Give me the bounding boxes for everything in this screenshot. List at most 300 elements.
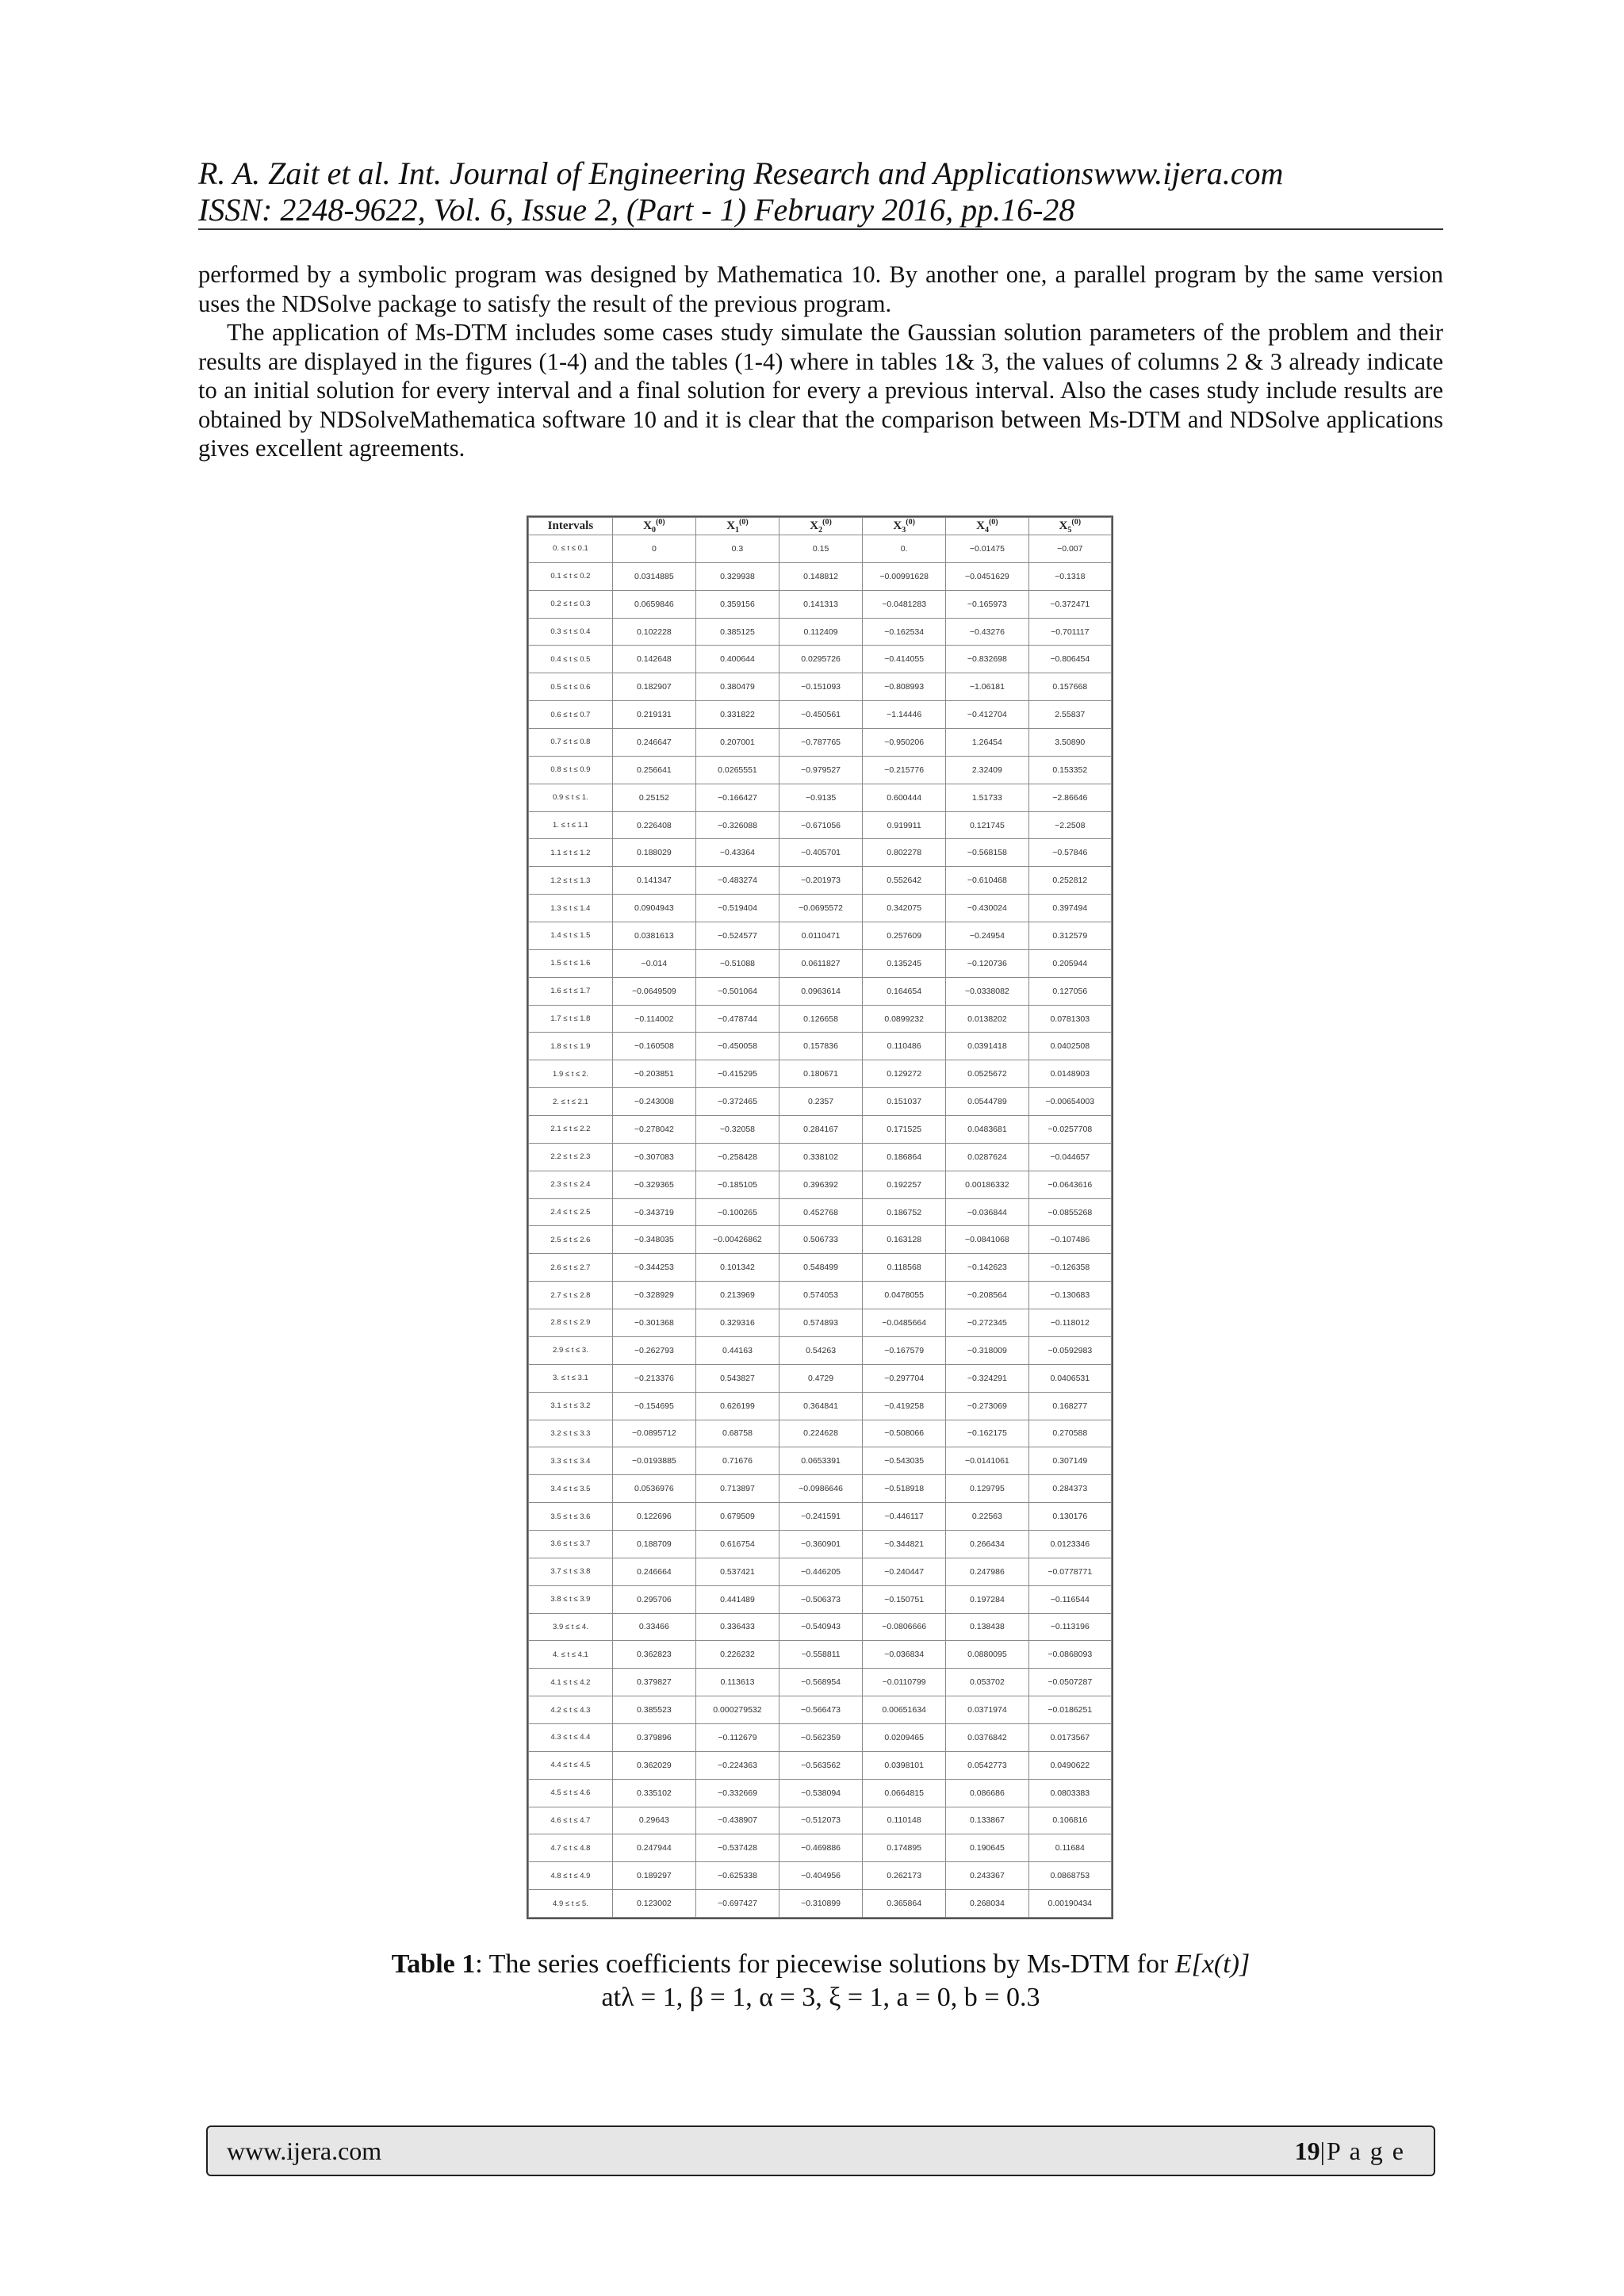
- coefficient-cell: 0.713897: [695, 1475, 779, 1503]
- coefficient-cell: 0.129795: [946, 1475, 1028, 1503]
- coefficient-cell: −0.151093: [779, 673, 863, 701]
- coefficient-cell: 0.219131: [612, 701, 695, 729]
- coefficient-cell: 0.0899232: [863, 1005, 946, 1033]
- coefficient-cell: 0.243367: [946, 1862, 1028, 1890]
- coefficient-cell: 0.213969: [695, 1282, 779, 1309]
- coefficient-cell: 0: [612, 535, 695, 563]
- coefficient-cell: −0.558811: [779, 1641, 863, 1669]
- interval-cell: 4.5 ≤ t ≤ 4.6: [529, 1779, 613, 1807]
- coefficient-cell: 0.4729: [779, 1364, 863, 1392]
- table-row: [529, 1669, 1112, 1696]
- coefficient-cell: −0.0986646: [779, 1475, 863, 1503]
- table-row: [529, 1751, 1112, 1779]
- interval-cell: 0.7 ≤ t ≤ 0.8: [529, 729, 613, 757]
- table-row: [529, 811, 1112, 839]
- table-row: [529, 1779, 1112, 1807]
- coefficient-cell: 0.44163: [695, 1336, 779, 1364]
- coefficient-cell: −0.568954: [779, 1669, 863, 1696]
- coefficient-cell: 0.365864: [863, 1890, 946, 1918]
- coefficient-cell: −0.506373: [779, 1585, 863, 1613]
- table-row: [529, 590, 1112, 618]
- coefficient-cell: 0.246647: [612, 729, 695, 757]
- coefficient-cell: 3.50890: [1028, 729, 1111, 757]
- coefficient-cell: −0.51088: [695, 949, 779, 977]
- coefficient-cell: −0.036834: [863, 1641, 946, 1669]
- interval-cell: 0.9 ≤ t ≤ 1.: [529, 784, 613, 811]
- coefficient-cell: 0.126658: [779, 1005, 863, 1033]
- coefficient-cell: 0.0963614: [779, 977, 863, 1005]
- coefficient-cell: −0.307083: [612, 1143, 695, 1171]
- interval-cell: 2.4 ≤ t ≤ 2.5: [529, 1198, 613, 1226]
- coefficient-cell: 0.0402508: [1028, 1033, 1111, 1060]
- coefficient-cell: −0.701117: [1028, 618, 1111, 646]
- table-row: [529, 1226, 1112, 1254]
- coefficient-cell: 0.0371974: [946, 1696, 1028, 1724]
- coefficient-cell: −0.107486: [1028, 1226, 1111, 1254]
- coefficient-cell: −0.113196: [1028, 1613, 1111, 1641]
- coefficient-cell: −0.130683: [1028, 1282, 1111, 1309]
- coefficient-cell: −0.450561: [779, 701, 863, 729]
- footer-website: www.ijera.com: [227, 2137, 382, 2165]
- coefficient-cell: 0.0391418: [946, 1033, 1028, 1060]
- coefficient-cell: −0.318009: [946, 1336, 1028, 1364]
- interval-cell: 3.5 ≤ t ≤ 3.6: [529, 1503, 613, 1531]
- coefficient-cell: −0.24954: [946, 922, 1028, 950]
- coefficient-cell: 0.123002: [612, 1890, 695, 1918]
- table-body: [529, 535, 1112, 1918]
- coefficient-cell: 1.51733: [946, 784, 1028, 811]
- column-header: $X_1^{(0)}$: [695, 518, 779, 535]
- coefficient-cell: 0.247986: [946, 1558, 1028, 1585]
- column-header: Intervals: [529, 518, 613, 535]
- coefficient-cell: 0.186864: [863, 1143, 946, 1171]
- coefficient-cell: 0.54263: [779, 1336, 863, 1364]
- coefficient-cell: 0.574893: [779, 1309, 863, 1337]
- coefficient-cell: 0.802278: [863, 839, 946, 867]
- coefficient-cell: 0.157836: [779, 1033, 863, 1060]
- table-row: [529, 618, 1112, 646]
- coefficient-cell: −0.0507287: [1028, 1669, 1111, 1696]
- coefficient-cell: 0.25152: [612, 784, 695, 811]
- coefficient-cell: −0.0485664: [863, 1309, 946, 1337]
- coefficient-cell: 0.262173: [863, 1862, 946, 1890]
- coefficient-cell: 0.379896: [612, 1723, 695, 1751]
- coefficient-cell: −0.979527: [779, 756, 863, 784]
- interval-cell: 0.6 ≤ t ≤ 0.7: [529, 701, 613, 729]
- coefficient-cell: −0.0141061: [946, 1447, 1028, 1475]
- interval-cell: 2.1 ≤ t ≤ 2.2: [529, 1116, 613, 1144]
- coefficient-cell: 0.0287624: [946, 1143, 1028, 1171]
- coefficient-cell: −0.203851: [612, 1060, 695, 1088]
- table-row: [529, 1309, 1112, 1337]
- table-row: [529, 1116, 1112, 1144]
- coefficient-cell: −0.446117: [863, 1503, 946, 1531]
- coefficient-cell: 0.153352: [1028, 756, 1111, 784]
- column-header: $X_5^{(0)}$: [1028, 518, 1111, 535]
- interval-cell: 4.8 ≤ t ≤ 4.9: [529, 1862, 613, 1890]
- coefficient-cell: 0.0209465: [863, 1723, 946, 1751]
- coefficient-cell: 0.284373: [1028, 1475, 1111, 1503]
- coefficient-cell: 0.397494: [1028, 895, 1111, 922]
- interval-cell: 3.1 ≤ t ≤ 3.2: [529, 1392, 613, 1420]
- coefficient-cell: 0.0490622: [1028, 1751, 1111, 1779]
- coefficient-cell: 0.452768: [779, 1198, 863, 1226]
- table-row: [529, 646, 1112, 673]
- coefficient-cell: −0.32058: [695, 1116, 779, 1144]
- interval-cell: 1. ≤ t ≤ 1.1: [529, 811, 613, 839]
- coefficient-cell: 0.00186332: [946, 1171, 1028, 1198]
- coefficient-cell: 0.129272: [863, 1060, 946, 1088]
- table-row: [529, 1890, 1112, 1918]
- coefficient-cell: −0.326088: [695, 811, 779, 839]
- coefficient-cell: 0.188709: [612, 1530, 695, 1558]
- interval-cell: 1.7 ≤ t ≤ 1.8: [529, 1005, 613, 1033]
- coefficient-cell: −0.100265: [695, 1198, 779, 1226]
- coefficient-cell: −0.512073: [779, 1807, 863, 1834]
- coefficient-cell: 0.226408: [612, 811, 695, 839]
- coefficient-cell: 0.0398101: [863, 1751, 946, 1779]
- interval-cell: 2.8 ≤ t ≤ 2.9: [529, 1309, 613, 1337]
- table-row: [529, 1198, 1112, 1226]
- coefficient-cell: −0.568158: [946, 839, 1028, 867]
- table-row: [529, 1503, 1112, 1531]
- issn-line: ISSN: 2248-9622, Vol. 6, Issue 2, (Part - 1) February 2016, pp.16-28: [198, 192, 1075, 228]
- coefficient-cell: −0.483274: [695, 867, 779, 895]
- column-header: $X_3^{(0)}$: [863, 518, 946, 535]
- coefficient-cell: −0.671056: [779, 811, 863, 839]
- table-row: [529, 1585, 1112, 1613]
- coefficient-cell: 0.130176: [1028, 1503, 1111, 1531]
- coefficient-cell: −0.258428: [695, 1143, 779, 1171]
- column-header: $X_0^{(0)}$: [612, 518, 695, 535]
- coefficient-cell: 0.552642: [863, 867, 946, 895]
- coefficient-cell: 0.252812: [1028, 867, 1111, 895]
- coefficient-cell: −0.0649509: [612, 977, 695, 1005]
- interval-cell: 3.7 ≤ t ≤ 3.8: [529, 1558, 613, 1585]
- interval-cell: 2.7 ≤ t ≤ 2.8: [529, 1282, 613, 1309]
- coefficient-cell: 0.122696: [612, 1503, 695, 1531]
- coefficient-cell: 0.268034: [946, 1890, 1028, 1918]
- coefficient-cell: −0.543035: [863, 1447, 946, 1475]
- interval-cell: 2.3 ≤ t ≤ 2.4: [529, 1171, 613, 1198]
- coefficient-cell: −0.0592983: [1028, 1336, 1111, 1364]
- coefficient-cell: −0.540943: [779, 1613, 863, 1641]
- table-row: [529, 1447, 1112, 1475]
- coefficient-cell: −0.167579: [863, 1336, 946, 1364]
- coefficient-cell: 0.182907: [612, 673, 695, 701]
- coefficient-cell: −0.57846: [1028, 839, 1111, 867]
- coefficient-cell: −0.625338: [695, 1862, 779, 1890]
- coefficient-cell: 0.257609: [863, 922, 946, 950]
- coefficient-cell: −0.297704: [863, 1364, 946, 1392]
- table-row: [529, 1807, 1112, 1834]
- table-row: [529, 1171, 1112, 1198]
- coefficient-cell: −0.185105: [695, 1171, 779, 1198]
- coefficient-cell: 0.284167: [779, 1116, 863, 1144]
- coefficient-cell: 0.0314885: [612, 562, 695, 590]
- coefficient-cell: −0.562359: [779, 1723, 863, 1751]
- table-row: [529, 784, 1112, 811]
- coefficient-cell: −0.114002: [612, 1005, 695, 1033]
- coefficient-cell: 0.335102: [612, 1779, 695, 1807]
- coefficient-cell: 0.0542773: [946, 1751, 1028, 1779]
- coefficient-cell: −0.329365: [612, 1171, 695, 1198]
- coefficient-cell: −0.0481283: [863, 590, 946, 618]
- coefficient-cell: 0.312579: [1028, 922, 1111, 950]
- coefficient-cell: 0.0781303: [1028, 1005, 1111, 1033]
- table-caption: [198, 1948, 1443, 2014]
- coefficient-cell: 0.0148903: [1028, 1060, 1111, 1088]
- coefficient-cell: −0.787765: [779, 729, 863, 757]
- coefficient-cell: 0.171525: [863, 1116, 946, 1144]
- coefficient-cell: 0.197284: [946, 1585, 1028, 1613]
- coefficient-cell: 0.362823: [612, 1641, 695, 1669]
- coefficient-cell: 0.133867: [946, 1807, 1028, 1834]
- coefficient-cell: −0.0451629: [946, 562, 1028, 590]
- interval-cell: 4.1 ≤ t ≤ 4.2: [529, 1669, 613, 1696]
- coefficient-cell: −0.0841068: [946, 1226, 1028, 1254]
- coefficient-cell: −0.0778771: [1028, 1558, 1111, 1585]
- coefficient-cell: 0.226232: [695, 1641, 779, 1669]
- coefficient-cell: −0.524577: [695, 922, 779, 950]
- coefficient-cell: 0.101342: [695, 1254, 779, 1282]
- coefficient-cell: −0.438907: [695, 1807, 779, 1834]
- coefficient-cell: 0.0110471: [779, 922, 863, 950]
- coefficient-cell: −0.360901: [779, 1530, 863, 1558]
- coefficient-cell: 0.142648: [612, 646, 695, 673]
- interval-cell: 0. ≤ t ≤ 0.1: [529, 535, 613, 563]
- coefficient-cell: −0.372471: [1028, 590, 1111, 618]
- coefficient-cell: 0.295706: [612, 1585, 695, 1613]
- coefficient-cell: −0.348035: [612, 1226, 695, 1254]
- table-row: [529, 1088, 1112, 1116]
- coefficient-cell: −0.116544: [1028, 1585, 1111, 1613]
- coefficient-cell: −0.112679: [695, 1723, 779, 1751]
- coefficient-cell: −0.344821: [863, 1530, 946, 1558]
- coefficient-cell: 1.26454: [946, 729, 1028, 757]
- coefficient-cell: −0.0868093: [1028, 1641, 1111, 1669]
- coefficient-cell: 0.385125: [695, 618, 779, 646]
- interval-cell: 1.2 ≤ t ≤ 1.3: [529, 867, 613, 895]
- interval-cell: 4. ≤ t ≤ 4.1: [529, 1641, 613, 1669]
- caption-expression: E[x(t)]: [1174, 1949, 1251, 1979]
- coefficient-cell: −0.142623: [946, 1254, 1028, 1282]
- coefficient-cell: 0.118568: [863, 1254, 946, 1282]
- coefficient-cell: −0.150751: [863, 1585, 946, 1613]
- coefficient-cell: −0.405701: [779, 839, 863, 867]
- coefficient-cell: −0.162175: [946, 1420, 1028, 1447]
- coefficient-cell: 0.307149: [1028, 1447, 1111, 1475]
- table-row: [529, 562, 1112, 590]
- coefficient-cell: 0.548499: [779, 1254, 863, 1282]
- coefficient-cell: −0.344253: [612, 1254, 695, 1282]
- coefficient-cell: −0.243008: [612, 1088, 695, 1116]
- coefficient-cell: 2.55837: [1028, 701, 1111, 729]
- coefficient-cell: 0.0173567: [1028, 1723, 1111, 1751]
- coefficient-cell: −0.446205: [779, 1558, 863, 1585]
- coefficient-cell: 0.141313: [779, 590, 863, 618]
- coefficient-cell: 0.266434: [946, 1530, 1028, 1558]
- coefficient-cell: −0.0257708: [1028, 1116, 1111, 1144]
- interval-cell: 1.6 ≤ t ≤ 1.7: [529, 977, 613, 1005]
- interval-cell: 1.4 ≤ t ≤ 1.5: [529, 922, 613, 950]
- page-header: [198, 155, 1443, 228]
- coefficient-cell: 0.148812: [779, 562, 863, 590]
- coefficient-cell: 0.385523: [612, 1696, 695, 1724]
- coefficient-cell: 0.0525672: [946, 1060, 1028, 1088]
- table-row: [529, 895, 1112, 922]
- page-label: |P a g e: [1320, 2137, 1405, 2165]
- coefficient-cell: 0.362029: [612, 1751, 695, 1779]
- coefficient-cell: −0.0643616: [1028, 1171, 1111, 1198]
- interval-cell: 2.9 ≤ t ≤ 3.: [529, 1336, 613, 1364]
- coefficient-cell: 0.0611827: [779, 949, 863, 977]
- coefficient-cell: 0.0123346: [1028, 1530, 1111, 1558]
- coefficient-cell: 0.396392: [779, 1171, 863, 1198]
- coefficient-cell: 0.919911: [863, 811, 946, 839]
- coefficient-cell: −0.538094: [779, 1779, 863, 1807]
- coefficient-cell: −0.0895712: [612, 1420, 695, 1447]
- interval-cell: 1.8 ≤ t ≤ 1.9: [529, 1033, 613, 1060]
- coefficient-cell: 0.121745: [946, 811, 1028, 839]
- interval-cell: 2. ≤ t ≤ 2.1: [529, 1088, 613, 1116]
- coefficient-cell: 0.679509: [695, 1503, 779, 1531]
- table-row: [529, 1364, 1112, 1392]
- coefficient-cell: 0.331822: [695, 701, 779, 729]
- coefficient-cell: −0.519404: [695, 895, 779, 922]
- coefficient-cell: 0.0904943: [612, 895, 695, 922]
- coefficient-cell: 0.0868753: [1028, 1862, 1111, 1890]
- coefficient-cell: −0.343719: [612, 1198, 695, 1226]
- coefficient-cell: −0.01475: [946, 535, 1028, 563]
- coefficient-cell: 0.: [863, 535, 946, 563]
- coefficient-cell: −0.415295: [695, 1060, 779, 1088]
- page-number: 19: [1294, 2137, 1320, 2165]
- coefficient-cell: −0.241591: [779, 1503, 863, 1531]
- table-row: [529, 1143, 1112, 1171]
- coefficient-cell: 0.151037: [863, 1088, 946, 1116]
- coefficient-cell: −0.007: [1028, 535, 1111, 563]
- coefficient-cell: 0.174895: [863, 1834, 946, 1862]
- interval-cell: 0.1 ≤ t ≤ 0.2: [529, 562, 613, 590]
- coefficient-cell: 0.342075: [863, 895, 946, 922]
- coefficient-cell: −0.166427: [695, 784, 779, 811]
- coefficient-cell: −0.372465: [695, 1088, 779, 1116]
- coefficient-cell: −0.537428: [695, 1834, 779, 1862]
- table-row: [529, 1613, 1112, 1641]
- coefficient-cell: −0.240447: [863, 1558, 946, 1585]
- table-row: [529, 729, 1112, 757]
- table-row: [529, 1723, 1112, 1751]
- coefficient-cell: 0.616754: [695, 1530, 779, 1558]
- coefficient-cell: 0.336433: [695, 1613, 779, 1641]
- coefficient-cell: −0.9135: [779, 784, 863, 811]
- caption-parameters: atλ = 1, β = 1, α = 3, ξ = 1, a = 0, b = 0.3: [601, 1983, 1040, 2012]
- coefficient-cell: 0.000279532: [695, 1696, 779, 1724]
- coefficient-cell: 0.168277: [1028, 1392, 1111, 1420]
- coefficient-cell: −0.208564: [946, 1282, 1028, 1309]
- coefficient-cell: 0.0406531: [1028, 1364, 1111, 1392]
- coefficient-cell: 0.0265551: [695, 756, 779, 784]
- coefficient-cell: −0.412704: [946, 701, 1028, 729]
- coefficient-cell: 0.0478055: [863, 1282, 946, 1309]
- coefficient-cell: −0.0695572: [779, 895, 863, 922]
- coefficient-cell: 0.110486: [863, 1033, 946, 1060]
- interval-cell: 0.8 ≤ t ≤ 0.9: [529, 756, 613, 784]
- coefficient-cell: −0.414055: [863, 646, 946, 673]
- journal-citation-line: R. A. Zait et al. Int. Journal of Engineering Research and Applicationswww.ijera.com: [198, 155, 1284, 191]
- interval-cell: 3.3 ≤ t ≤ 3.4: [529, 1447, 613, 1475]
- interval-cell: 2.6 ≤ t ≤ 2.7: [529, 1254, 613, 1282]
- coefficient-cell: 0.127056: [1028, 977, 1111, 1005]
- interval-cell: 3.8 ≤ t ≤ 3.9: [529, 1585, 613, 1613]
- coefficient-cell: 0.0803383: [1028, 1779, 1111, 1807]
- table-row: [529, 756, 1112, 784]
- coefficient-cell: 0.053702: [946, 1669, 1028, 1696]
- coefficient-cell: 0.33466: [612, 1613, 695, 1641]
- table-row: [529, 1005, 1112, 1033]
- interval-cell: 4.7 ≤ t ≤ 4.8: [529, 1834, 613, 1862]
- coefficient-cell: −0.332669: [695, 1779, 779, 1807]
- coefficient-cell: −0.201973: [779, 867, 863, 895]
- coefficient-cell: −0.126358: [1028, 1254, 1111, 1282]
- column-header: $X_4^{(0)}$: [946, 518, 1028, 535]
- coefficient-cell: 0.0653391: [779, 1447, 863, 1475]
- coefficient-cell: 0.00190434: [1028, 1890, 1111, 1918]
- coefficient-cell: 0.106816: [1028, 1807, 1111, 1834]
- coefficient-cell: −0.273069: [946, 1392, 1028, 1420]
- coefficient-cell: 0.0544789: [946, 1088, 1028, 1116]
- coefficient-cell: −0.1318: [1028, 562, 1111, 590]
- interval-cell: 0.2 ≤ t ≤ 0.3: [529, 590, 613, 618]
- coefficient-cell: 0.329938: [695, 562, 779, 590]
- coefficient-cell: −0.118012: [1028, 1309, 1111, 1337]
- table-row: [529, 1834, 1112, 1862]
- coefficient-cell: 0.543827: [695, 1364, 779, 1392]
- table-row: [529, 922, 1112, 950]
- coefficient-cell: 0.00651634: [863, 1696, 946, 1724]
- coefficient-cell: 0.246664: [612, 1558, 695, 1585]
- interval-cell: 2.2 ≤ t ≤ 2.3: [529, 1143, 613, 1171]
- interval-cell: 3.2 ≤ t ≤ 3.3: [529, 1420, 613, 1447]
- coefficient-cell: −0.278042: [612, 1116, 695, 1144]
- interval-cell: 1.1 ≤ t ≤ 1.2: [529, 839, 613, 867]
- interval-cell: 3.6 ≤ t ≤ 3.7: [529, 1530, 613, 1558]
- coefficient-cell: 0.574053: [779, 1282, 863, 1309]
- table-row: [529, 977, 1112, 1005]
- coefficient-cell: 0.110148: [863, 1807, 946, 1834]
- column-header: $X_2^{(0)}$: [779, 518, 863, 535]
- caption-label: Table 1: [391, 1949, 476, 1979]
- coefficient-cell: 0.207001: [695, 729, 779, 757]
- page-footer: [206, 2125, 1435, 2176]
- coefficient-cell: 0.2357: [779, 1088, 863, 1116]
- table-row: [529, 949, 1112, 977]
- coefficient-cell: −0.0855268: [1028, 1198, 1111, 1226]
- coefficient-cell: 0.138438: [946, 1613, 1028, 1641]
- coefficient-cell: 0.224628: [779, 1420, 863, 1447]
- coefficient-cell: −0.160508: [612, 1033, 695, 1060]
- coefficient-cell: 0.0295726: [779, 646, 863, 673]
- coefficient-cell: 0.22563: [946, 1503, 1028, 1531]
- coefficient-cell: −0.518918: [863, 1475, 946, 1503]
- interval-cell: 0.3 ≤ t ≤ 0.4: [529, 618, 613, 646]
- coefficient-cell: 0.270588: [1028, 1420, 1111, 1447]
- coefficient-cell: 0.0659846: [612, 590, 695, 618]
- table-row: [529, 1254, 1112, 1282]
- table-row: [529, 1420, 1112, 1447]
- table-row: [529, 535, 1112, 563]
